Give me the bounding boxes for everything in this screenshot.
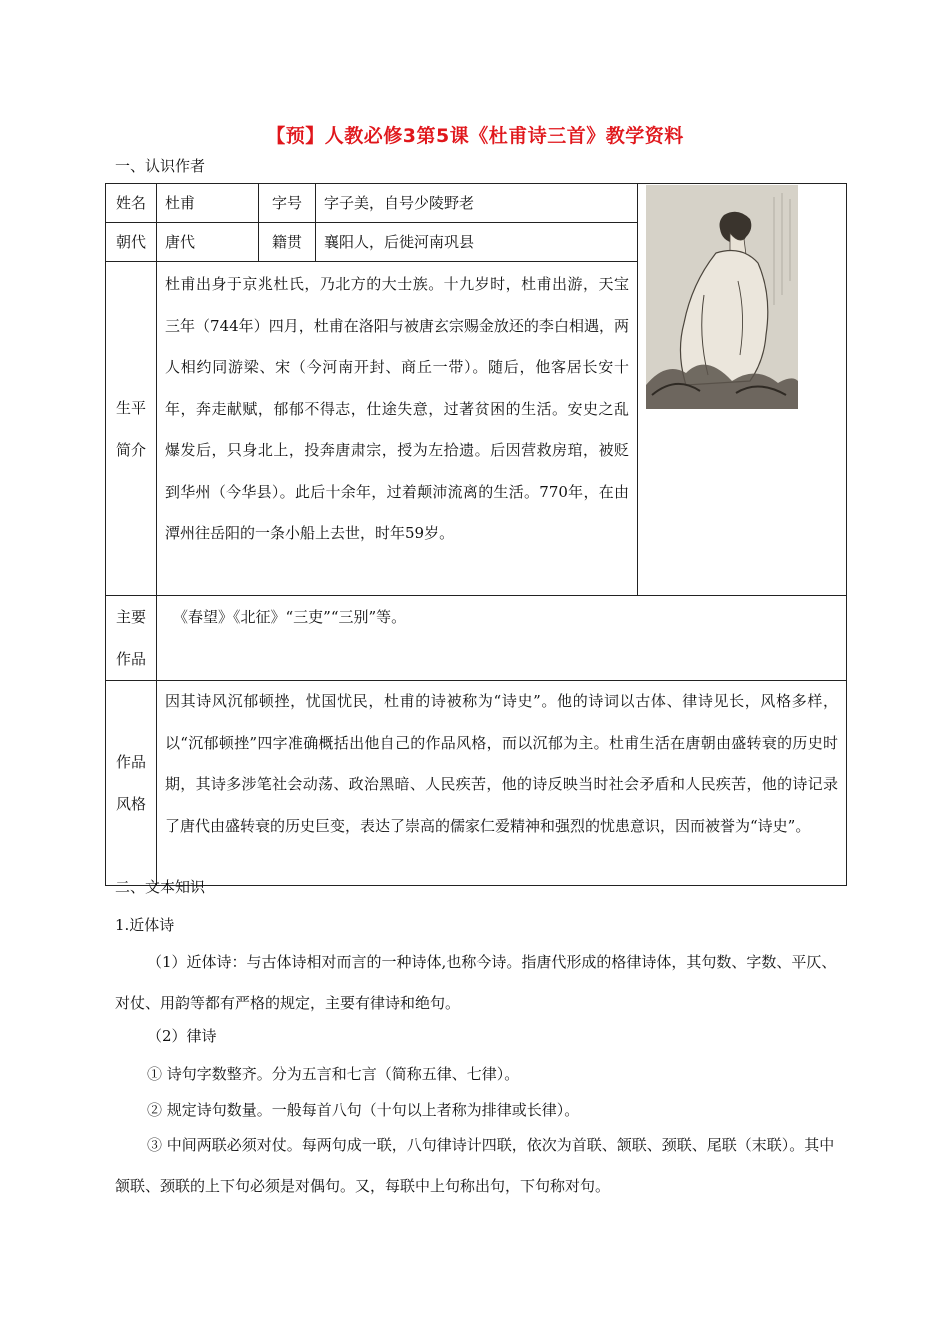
biography-label-line2: 简介: [115, 440, 146, 459]
works-text: 《春望》《北征》“三吏”“三别”等。: [173, 608, 407, 626]
biography-label-line1: 生平: [115, 398, 146, 417]
rule-item-1: ① 诗句字数整齐。分为五言和七言（简称五律、七律）。: [147, 1065, 520, 1083]
style-label: [106, 681, 157, 886]
native-place-label: 籍贯: [259, 223, 316, 262]
subsection-heading-modern-poetry: 1.近体诗: [115, 916, 175, 934]
biography-label: [106, 262, 157, 596]
style-text-cell: [157, 681, 847, 886]
works-label-line1: 主要: [115, 608, 146, 626]
name-value: 杜甫: [157, 184, 259, 223]
rule-item-2: ② 规定诗句数量。一般每首八句（十句以上者称为排律或长律）。: [147, 1101, 580, 1119]
section-heading-text-knowledge: 二、文本知识: [115, 878, 206, 896]
document-title: 【预】人教必修3第5课《杜甫诗三首》教学资料: [266, 125, 684, 147]
portrait-illustration: [646, 185, 798, 409]
courtesy-name-value: 字子美，自号少陵野老: [316, 184, 638, 223]
works-label-line2: 作品: [115, 650, 146, 668]
rule-item-3: ③ 中间两联必须对仗。每两句成一联，八句律诗计四联，依次为首联、颔联、颈联、尾联（末联）。其中颔联、颈联的上下句必须是对偶句。又，每联中上句称出句，下句称对句。: [115, 1136, 835, 1195]
style-label-line2: 风格: [115, 795, 146, 813]
biography-text-cell: [157, 262, 638, 596]
works-label: [106, 596, 157, 681]
portrait-cell: [638, 184, 847, 596]
author-info-table: [105, 183, 847, 886]
dynasty-label: 朝代: [106, 223, 157, 262]
modern-poetry-definition: （1）近体诗：与古体诗相对而言的一种诗体,也称今诗。指唐代形成的格律诗体，其句数、字数、平仄、对仗、用韵等都有严格的规定，主要有律诗和绝句。: [115, 953, 837, 1012]
style-text: 因其诗风沉郁顿挫，忧国忧民，杜甫的诗被称为“诗史”。他的诗词以古体、律诗见长，风格多样，以“沉郁顿挫”四字准确概括出他自己的作品风格，而以沉郁为主。杜甫生活在唐朝由盛转衰的历史时期，其诗多涉笔社会动荡、政治黑暗、人民疾苦，他的诗反映当时社会矛盾和人民疾苦，他的诗记录了唐代由盛转衰的历史巨变，表达了崇高的儒家仁爱精神和强烈的忧患意识，因而被誉为“诗史”。: [165, 692, 838, 835]
courtesy-name-label: 字号: [259, 184, 316, 223]
dynasty-value: 唐代: [157, 223, 259, 262]
native-place-value: 襄阳人，后徙河南巩县: [316, 223, 638, 262]
works-text-cell: [157, 596, 847, 681]
name-label: 姓名: [106, 184, 157, 223]
style-label-line1: 作品: [115, 753, 146, 771]
table-row-style: [106, 681, 847, 886]
table-row-works: [106, 596, 847, 681]
section-heading-author: 一、认识作者: [115, 157, 206, 175]
du-fu-portrait-image: [646, 185, 798, 409]
table-row-name: [106, 184, 847, 223]
regulated-verse-heading: （2）律诗: [147, 1027, 217, 1045]
biography-text: 杜甫出身于京兆杜氏，乃北方的大士族。十九岁时，杜甫出游，天宝三年（744年）四月，杜甫在洛阳与被唐玄宗赐金放还的李白相遇，两人相约同游梁、宋（今河南开封、商丘一带）。随后，他客居长安十年，奔走献赋，郁郁不得志，仕途失意，过著贫困的生活。安史之乱爆发后，只身北上，投奔唐肃宗，授为左拾遗。后因营救房琯，被贬到华州（今华县）。此后十余年，过着颠沛流离的生活。770年，在由潭州往岳阳的一条小船上去世，时年59岁。: [165, 275, 629, 542]
